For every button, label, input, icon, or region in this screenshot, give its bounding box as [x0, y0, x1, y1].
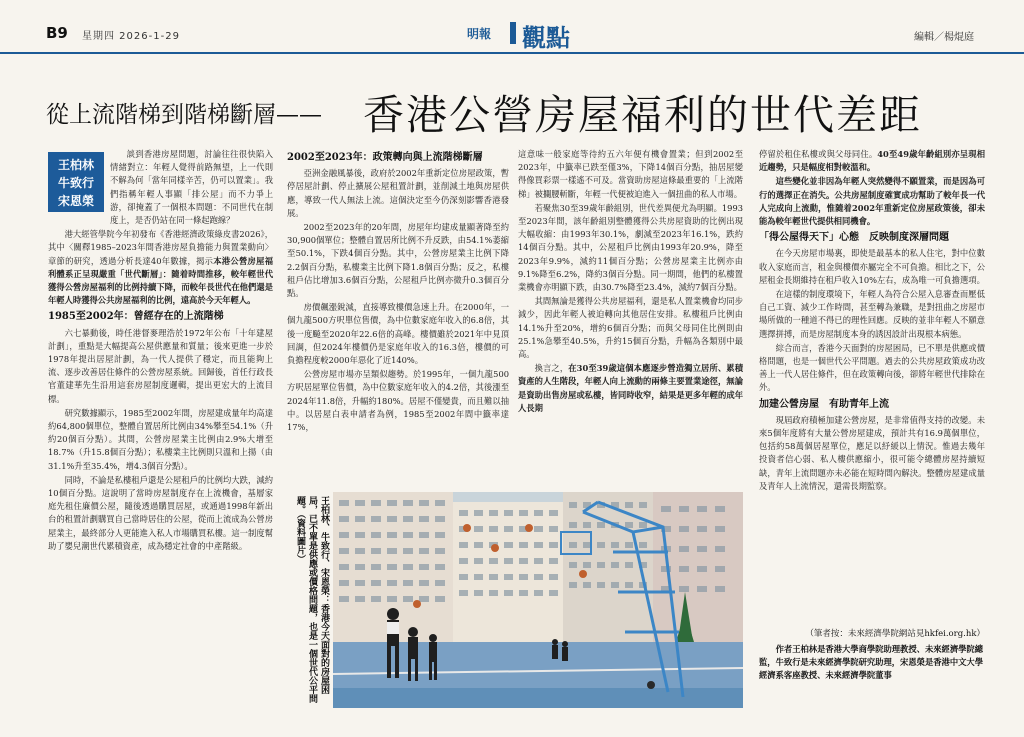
author-name: 王柏林 — [57, 158, 94, 172]
paragraph-text: 港大經管學院今年初發布《香港經濟政策綠皮書2026》，其中〈關釋1985–2023年間香港房屋負擔能力與置業動向〉章節的研究，透過分析長達40年數據，揭示 — [48, 229, 273, 266]
paragraph: 其間無論是獲得公共房屋福利，還是私人置業機會均同步減少，因此年輕人被迫轉向其他居住安排。私樓租戶比例由14.1%升至20%，增約6個百分點；而與父母同住比例則由25.1%急攀至40.5%，升約15個百分點，升幅為各類別中最高。 — [518, 296, 743, 360]
article-column-3 — [518, 148, 743, 488]
page-header — [0, 0, 1024, 54]
photo-caption: 王柏林、牛致行、宋恩榮：香港今天面對的房屋困局，已不單是供應或價格問題，也是一個世代公平問題。（資料圖片） — [295, 496, 329, 703]
newspaper-logo: 明報 — [467, 27, 492, 41]
paragraph: 研究數據顯示，1985至2002年間，房屋建成量年均高達約64,800個單位，整體自置居所比例由34%攀至54.1%（升約20個百分點）。其間，公營房屋業主比例由2.9%大增至18.7%（升15.8個百分點）；私樓業主比例則只溫和上揚（由31.1%升至35.4%，增4.3個百分點）。 — [48, 407, 273, 471]
subheading: 2002至2023年：政策轉向與上流階梯斷層 — [287, 152, 483, 163]
section-bar — [510, 22, 516, 44]
basketball-court-illustration — [333, 492, 743, 708]
author-bio: 作者王柏林是香港大學商學院助理教授、未來經濟學院總監，牛致行是未來經濟學院研究助理，宋恩榮是香港中文大學經濟系客座教授、未來經濟學院董事 — [759, 644, 984, 680]
paragraph-text: 停留於租住私樓或與父母同住。 — [759, 149, 878, 159]
paragraph: 綜合而言，香港今天面對的房屋困局，已不單是供應或價格問題，也是一個世代公平問題。過去的公共房屋政策成功改善上一代人居住條件，但在政策轉向後，卻將年輕世代排除在外。 — [759, 342, 985, 393]
paragraph: 2002至2023年的20年間，房屋年均建成量顯著降至約30,900個單位；整體自置居所比例不升反跌，由54.1%萎縮至50.1%，下跌4個百分點。其中，公營房屋業主比例下降2.2個百分點，私樓業主比例下降1.8個百分點；反之，私樓租戶佔比增加3.6個百分點，公屋租戶比例亦微升0.3個百分點。 — [287, 222, 509, 299]
paragraph — [759, 175, 985, 228]
paragraph — [48, 228, 273, 307]
paragraph: 在今天房屋市場裏，即使是最基本的私人住宅，對中位數收入家庭而言，租金與樓價亦屬完全不可負擔。相比之下，公屋租金長期維持在租戶收入10%左右，成為唯一可負擔選項。 — [759, 248, 985, 285]
subheading: 1985至2002年：曾經存在的上流階梯 — [48, 311, 224, 323]
article-pretitle: 從上流階梯到階梯斷層—— — [46, 102, 322, 128]
subheading: 「得公屋得天下」心態 反映制度深層問題 — [759, 232, 949, 244]
bold-text: 本港公營房屋福利體系正呈現嚴重「世代斷層」：隨着時間推移，較年輕世代獲得公營房屋福利的比例持續下降，而較年長世代在他們還是年輕人時獲得公共房屋福利的比例，遠高於今天年輕人。 — [48, 255, 273, 306]
article-footer — [759, 628, 985, 682]
paragraph: 六七暴動後，時任港督麥理浩於1972年公布「十年建屋計劃」，重點是大幅提高公屋供應量和質量；後來更進一步於1978年提出居屋計劃，為一代人提供了穩定，而且能夠上流、逐步改善居住條件的公營房屋系統。回歸後，首任行政長官董建華先生沿用這套房屋制度邏輯，提出更宏大的上流目標。 — [48, 327, 273, 404]
paragraph: 亞洲金融風暴後，政府於2002年重新定位房屋政策，暫停居屋計劃、停止擴展公屋租置計劃，並削減土地與房屋供應，導致一代人無法上流。這個決定至今仍深刻影響香港發展。 — [287, 168, 509, 218]
paragraph: 這意味一般家庭等待約五六年便有機會置業；但到2002至2023年，中籤率已跌至僅3%，下降14個百分點，抽居屋變得像買彩票一樣遙不可及。當資助房屋這條最重要的「上流階梯」被攔腰斬斷，年輕一代便被迫進入一個扭曲的私人市場。 — [518, 149, 743, 199]
paragraph-text: 換言之， — [534, 363, 569, 374]
author-name: 牛致行 — [57, 176, 94, 190]
article-photo — [333, 492, 743, 708]
article-column-1 — [48, 148, 273, 732]
paragraph: 同時，不論是私樓租戶還是公屋租戶的比例均大跌，減約10個百分點。這說明了當時房屋制度存在上流機會，基層家庭先租住廉價公屋，隨後透過購買居屋，或通過1998年新出台的租置計劃購買自己當時居住的公屋，從而上流成為公營房屋業主，最終部分人更能進入私人市場購買私樓。這一制度幫助了嬰兒潮世代累積資產，成為穩定社會的中產階級。 — [48, 474, 273, 551]
author-name: 宋恩榮 — [57, 194, 94, 208]
lead-paragraph: 談到香港房屋問題，討論往往很快陷入情緒對立：年輕人覺得前路無望，上一代則不解為何「當年同樣辛苦，仍可以置業」。我們指稱年輕人事顯「排公屋」而不力爭上游，卻掩蓋了一個根本問題：不同世代在制度上，是否仍站在同一條起跑線？ — [110, 149, 273, 226]
paragraph — [518, 362, 743, 415]
page-date: 星期四 2026-1-29 — [82, 31, 180, 42]
paragraph: 現屆政府積極加建公營房屋，是非常值得支持的改變。未來5個年度將有大量公營房屋建成，預計共有16.9萬個單位，包括約58萬個居屋單位，應足以紓緩以上情況。惟過去幾年投資者信心弱、私人樓供應縮小，很可能令總體房屋持續短缺，青年上流問題亦未必能在短時間內解決。整體房屋建成量及青年人上流情況，還需長期監察。 — [759, 414, 985, 491]
paragraph — [759, 148, 985, 174]
article-column-2 — [287, 148, 509, 488]
subheading: 加建公營房屋 有助青年上流 — [759, 398, 889, 410]
paragraph: 若聚焦30至39歲年齡組別，世代差異便尤為明顯。1993至2023年間，該年齡組別整體獲得公共房屋資助的比例出現大幅收縮：由1993年30.1%，劇減至2023年16.1%，跌約14個百分點。其中，公屋租戶比例由1993年20.9%，降至2023年9.9%，減約11個百分點；公營房屋業主比例亦由9.1%降至6.2%，降約3個百分點。同一期間，他們的私樓置業機會亦明顯下跌，由30.7%降至23.4%，減約7個百分點。 — [518, 202, 743, 293]
website-note: （筆者按：未來經濟學院網站見hkfei.org.hk） — [805, 629, 985, 639]
paragraph: 公營房屋市場亦呈類似趨勢。於1995年，一個九龍500方呎居屋單位售價，為中位數家庭年收入的4.2倍，其後漲至2024年11.8倍，升幅約180%。居屋不僅變貴，而且難以抽中。以居屋白表申請者為例，1985至2002年間中籤率達17%， — [287, 369, 509, 433]
bold-text: 40至49歲年齡組別亦呈現相近趨勢，只是幅度相對較溫和。 — [759, 149, 985, 173]
paragraph: 房價飆漲銳減，直接導致樓價急速上升。在2000年，一個九龍500方呎單位售價，為中位數家庭年收入的6.8倍，其後一度飈至2020年22.6倍的高峰。樓價雖於2021年中見頂回調，但2024年樓價仍是家庭年收入的16.3倍，樓價的可負擔程度較2000年惡化了近140%。 — [287, 302, 509, 366]
bold-text: 在30至39歲這個本應逐步營造獨立居所、累積資產的人生階段，年輕人向上流動的兩條主要置業途徑，無論是資助出售房屋或私樓，皆同時收窄，結果是更多年輕的成年人長期 — [518, 363, 743, 413]
section-title: 觀點 — [522, 23, 570, 52]
bold-text: 這些變化並非因為年輕人突然變得不願置業，而是因為可行的選擇正在消失。公共房屋制度確實成功幫助了較年長一代人完成向上流動，惟隨着2002年重新定位房屋政策後，卻未能為較年輕世代提供相同機會。 — [759, 176, 985, 227]
article-title: 香港公營房屋福利的世代差距 — [363, 91, 922, 139]
editor-credit: 編輯／楊焜庭 — [914, 32, 974, 43]
page-number: B9 — [46, 24, 68, 42]
paragraph: 在這樣的制度環境下，年輕人為符合公屋入息審查而壓低自己工資、減少工作時間，甚至轉為兼職，是對扭曲之房屋市場所做的一種道不得已的理性回應。反映的並非年輕人不願意選擇拼搏，而是房屋制度本身的誘因設計出現根本病態。 — [759, 289, 985, 339]
